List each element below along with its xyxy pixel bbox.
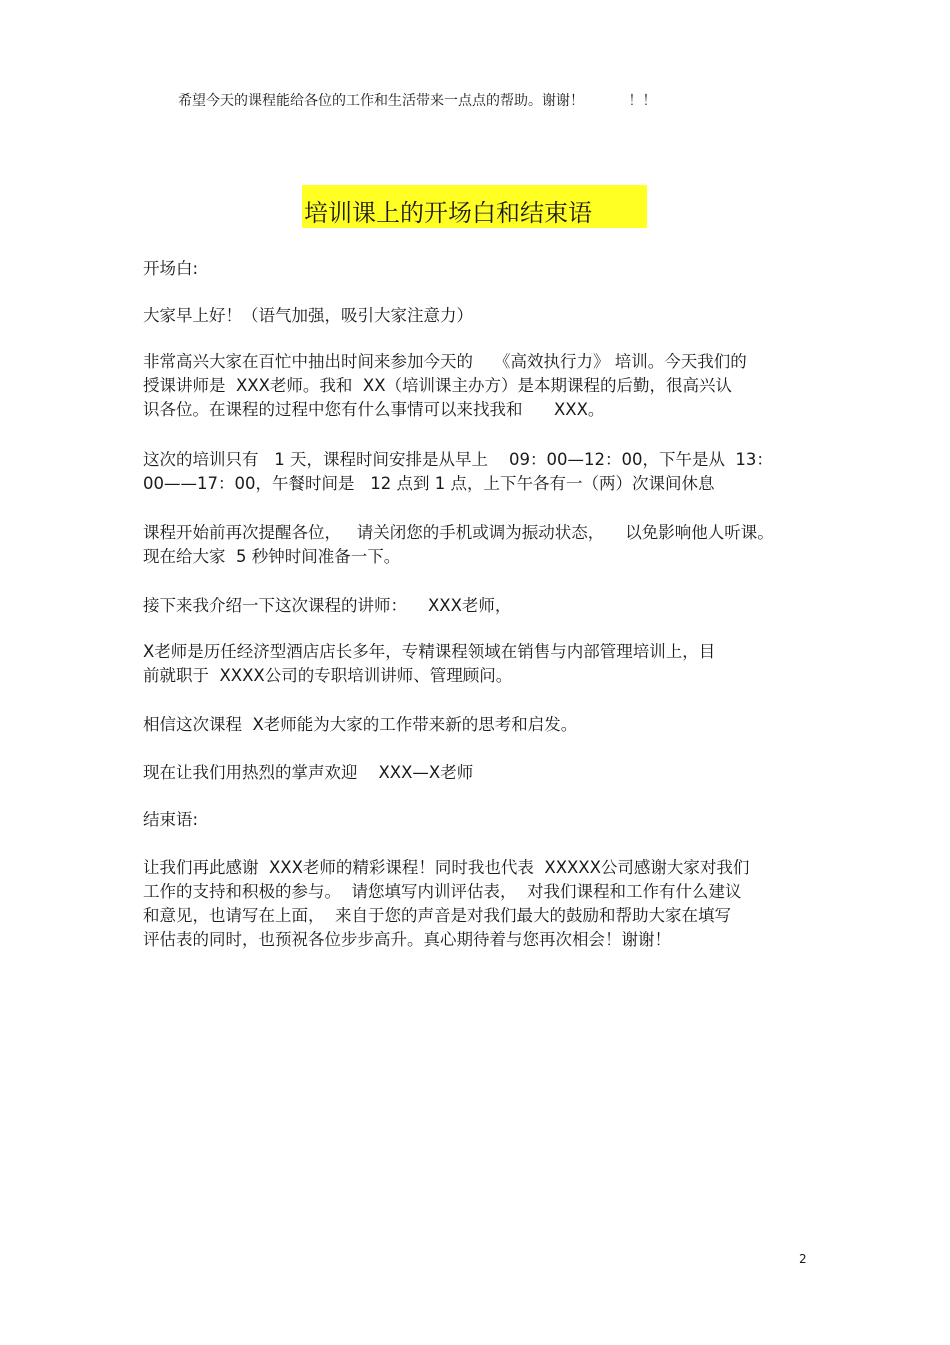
opening-label: 开场白: <box>143 259 199 278</box>
paragraph-reminder: 课程开始前再次提醒各位， 请关闭您的手机或调为振动状态， 以免影响他人听课。 现在给大家 5 秒钟时间准备一下。 <box>143 523 774 566</box>
page-title: 培训课上的开场白和结束语 <box>304 199 592 227</box>
paragraph-intro: 非常高兴大家在百忙中抽出时间来参加今天的 《高效执行力》 培训。今天我们的 授课讲师是 XXX老师。我和 XX（培训课主办方）是本期课程的后勤，很高兴认 识各位。在课程的过程中您有什么事情可以来找我和 XXX。 <box>143 352 747 419</box>
paragraph-teacher-bio: X老师是历任经济型酒店店长多年，专精课程领域在销售与内部管理培训上，目 前就职于 XXXX公司的专职培训讲师、管理顾问。 <box>143 642 716 685</box>
paragraph-schedule: 这次的培训只有 1 天，课程时间安排是从早上 09：00—12：00，下午是从 13： 00——17：00，午餐时间是 12 点到 1 点，上下午各有一（两）次课间休息 <box>143 450 773 493</box>
paragraph-greeting: 大家早上好！（语气加强，吸引大家注意力） <box>143 306 473 325</box>
paragraph-closing: 让我们再此感谢 XXX老师的精彩课程！同时我也代表 XXXXX公司感谢大家对我们 工作的支持和积极的参与。 请您填写内训评估表， 对我们课程和工作有什么建议 和意见，也请写在上面， 来自于您的声音是对我们最大的鼓励和帮助大家在填写 评估表的同时，也预祝各位步步高升。真心期待着与您再次相会！谢谢！ <box>143 858 750 949</box>
paragraph-introduce-teacher: 接下来我介绍一下这次课程的讲师： XXX老师， <box>143 596 512 615</box>
paragraph-welcome: 现在让我们用热烈的掌声欢迎 XXX—X老师 <box>143 763 474 782</box>
header-line: 希望今天的课程能给各位的工作和生活带来一点点的帮助。谢谢！ ！！ <box>178 93 657 109</box>
page-number: 2 <box>799 1252 807 1266</box>
closing-label: 结束语: <box>143 810 199 829</box>
paragraph-belief: 相信这次课程 X老师能为大家的工作带来新的思考和启发。 <box>143 715 578 734</box>
